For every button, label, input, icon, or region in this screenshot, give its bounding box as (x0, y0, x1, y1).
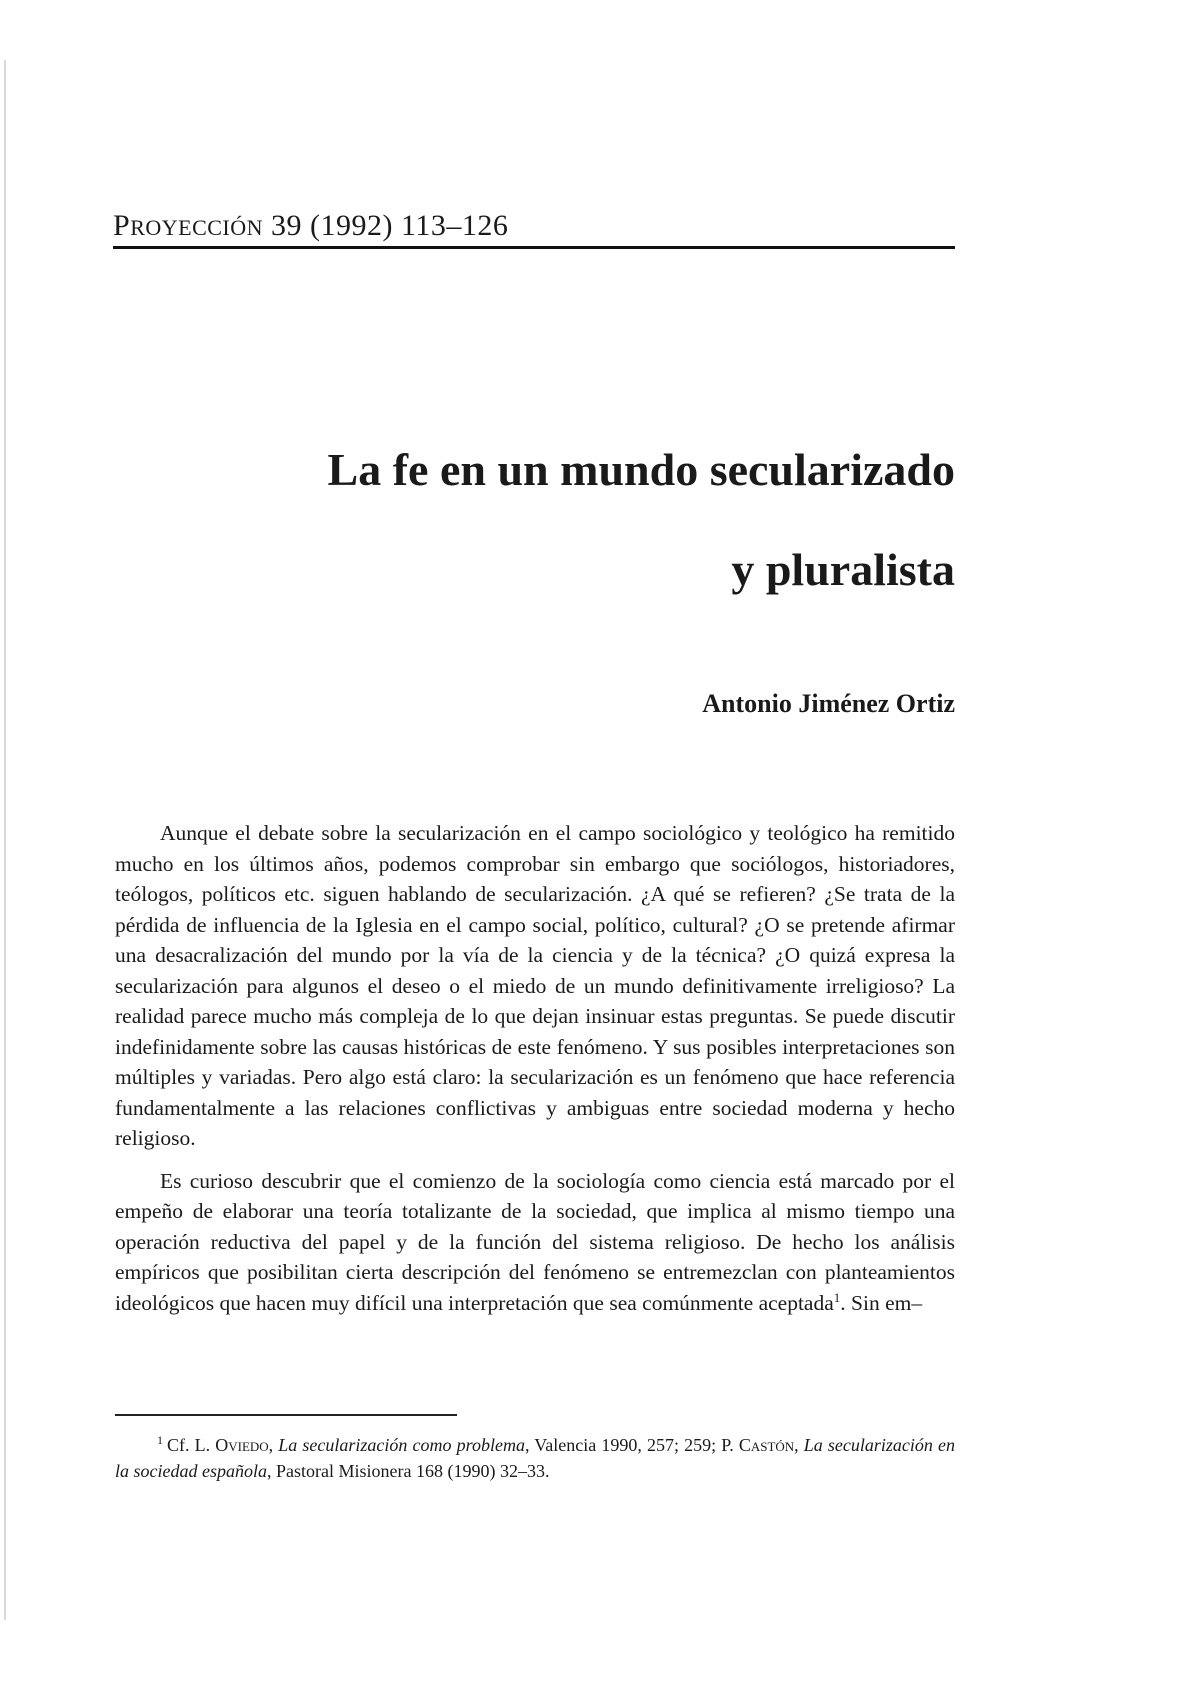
journal-name-rest: ROYECCIÓN (130, 215, 264, 240)
paragraph-2 (115, 1166, 955, 1319)
footnote-part-1: Cf. L. (167, 1435, 216, 1455)
page-edge-shadow (4, 60, 6, 1620)
journal-citation: 39 (1992) 113–126 (271, 209, 509, 242)
title-line-2: y pluralista (731, 544, 955, 595)
article-body (115, 818, 955, 1330)
footnote-author-2: Castón (738, 1435, 795, 1455)
article-title (155, 420, 955, 620)
header-rule (113, 246, 955, 249)
footnote-work-1: La secularización como problema (278, 1435, 525, 1455)
running-header (113, 208, 955, 246)
footnote-part-5: , Pastoral Misionera 168 (1990) 32–33. (266, 1461, 550, 1481)
footnote-reference[interactable]: 1 (833, 1289, 841, 1305)
footnote-part-2: , (268, 1435, 279, 1455)
paragraph-1: Aunque el debate sobre la secularización en el campo sociológico y teológico ha remitido mucho en los últimos años, podemos comprobar sin embargo que sociólogos, historiadores, teólogos, políticos etc. siguen hablando de secularización. ¿A qué se refieren? ¿Se trata de la pérdida de influencia de la Iglesia en el campo social, político, cultural? ¿O se pretende afirmar una desacralización del mundo por la vía de la ciencia y de la técnica? ¿O quizá expresa la secularización para algunos el deseo o el miedo de un mundo definitivamente irreligioso? La realidad parece mucho más compleja de lo que dejan insinuar estas preguntas. Se puede discutir indefinidamente sobre las causas históricas de este fenómeno. Y sus posibles interpretaciones son múltiples y variadas. Pero algo está claro: la secularización es un fenómeno que hace referencia fundamentalmente a las relaciones conflictivas y ambiguas entre sociedad moderna y hecho religioso. (115, 821, 955, 1150)
paragraph-2-text: Es curioso descubrir que el comienzo de la sociología como ciencia está marcado por el empeño de elaborar una teoría totalizante de la sociedad, que implica al mismo tiempo una operación reductiva del papel y de la función del sistema religioso. De hecho los análisis empíricos que posibilitan cierta descripción del fenómeno se entremezclan con planteamientos ideológicos que hacen muy difícil una interpretación que sea comúnmente aceptada (115, 1168, 955, 1315)
article-author: Antonio Jiménez Ortiz (702, 689, 955, 718)
footnote-author-1: Oviedo (215, 1435, 269, 1455)
title-line-1: La fe en un mundo secularizado (327, 444, 955, 495)
journal-initial: P (113, 209, 131, 242)
footnote-number: 1 (157, 1433, 163, 1447)
footnote-work-2: La secularización en la sociedad española (115, 1435, 956, 1481)
footnote-rule (115, 1414, 457, 1416)
footnote-part-4: , (794, 1435, 804, 1455)
footnote-part-3: , Valencia 1990, 257; 259; P. (524, 1435, 739, 1455)
paragraph-2-tail: . Sin em– (840, 1290, 923, 1315)
footnote-1 (115, 1432, 955, 1484)
